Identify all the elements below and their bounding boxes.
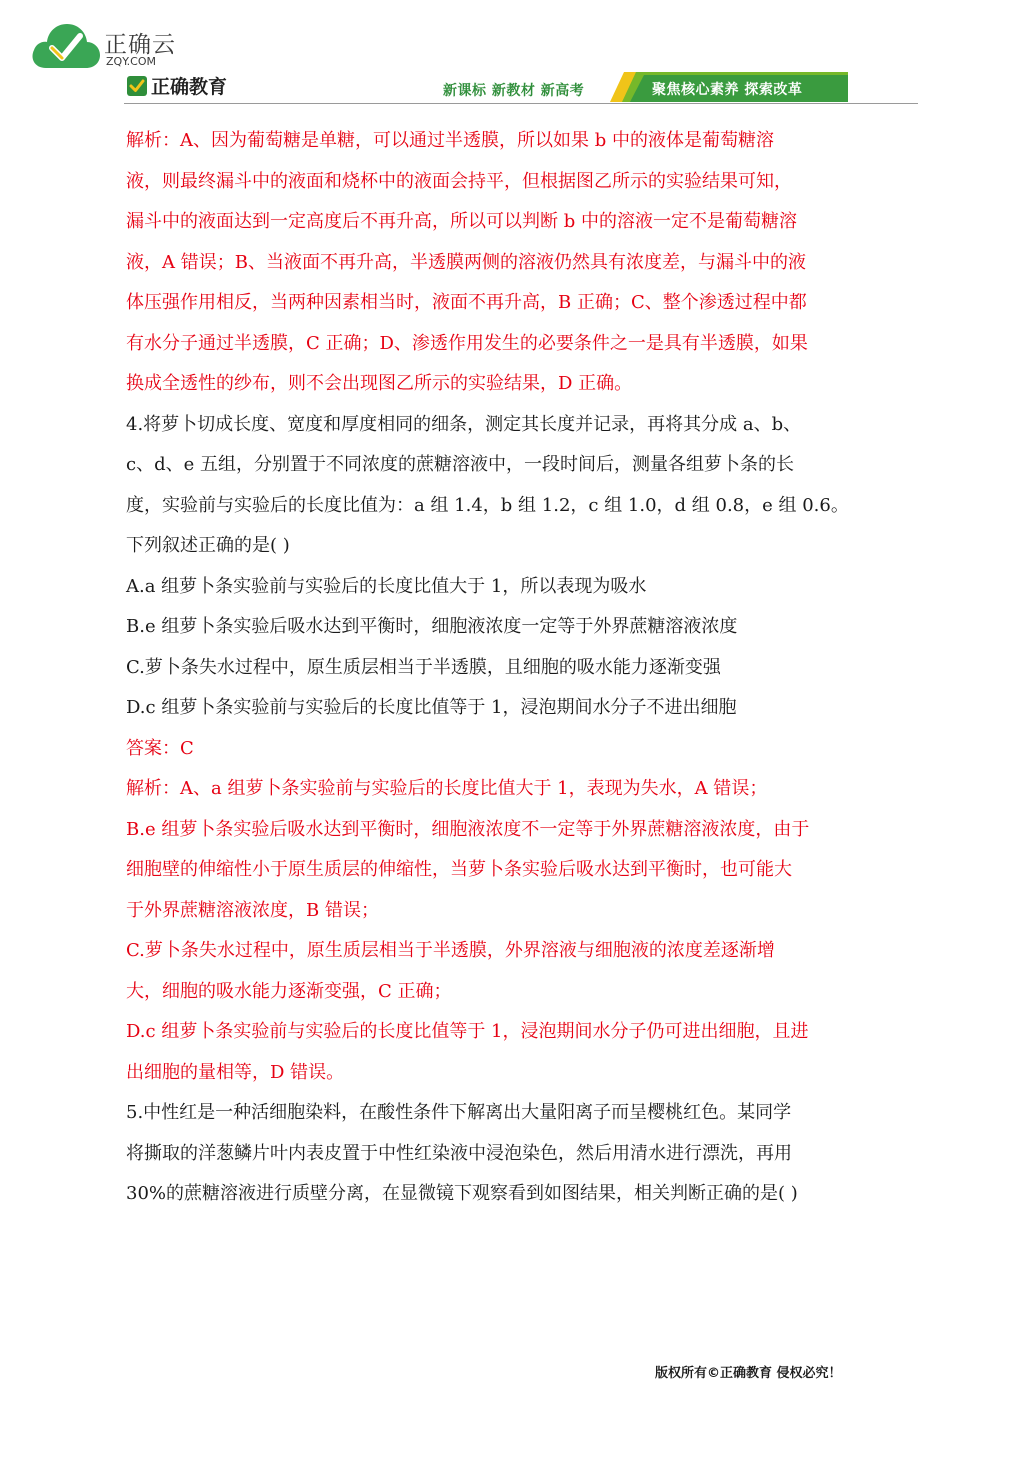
edu-name: 正确教育 <box>151 76 228 98</box>
edu-logo <box>126 72 227 99</box>
analysis-line: 体压强作用相反，当两种因素相当时，液面不再升高，B 正确；C、整个渗透过程中都 <box>126 292 807 313</box>
question-line: D.c 组萝卜条实验前与实验后的长度比值等于 1，浸泡期间水分子不进出细胞 <box>126 697 737 718</box>
analysis-line: 解析：A、因为葡萄糖是单糖，可以通过半透膜，所以如果 b 中的液体是葡萄糖溶 <box>126 130 774 151</box>
question-line: 5.中性红是一种活细胞染料，在酸性条件下解离出大量阳离子而呈樱桃红色。某同学 <box>126 1102 792 1123</box>
analysis-line: 于外界蔗糖溶液浓度，B 错误； <box>126 899 379 921</box>
analysis-line: 漏斗中的液面达到一定高度后不再升高，所以可以判断 b 中的溶液一定不是葡萄糖溶 <box>126 211 797 232</box>
cloud-check-logo-icon <box>28 18 104 72</box>
analysis-line: 液，A 错误；B、当液面不再升高，半透膜两侧的溶液仍然具有浓度差，与漏斗中的液 <box>126 251 806 273</box>
banner-text: 聚焦核心素养 探索改革 <box>652 82 803 98</box>
analysis-line: 解析：A、a 组萝卜条实验前与实验后的长度比值大于 1，表现为失水，A 错误； <box>126 778 768 799</box>
question-line: 下列叙述正确的是( ) <box>126 535 290 556</box>
green-check-icon <box>126 75 148 97</box>
analysis-line: B.e 组萝卜条实验后吸水达到平衡时，细胞液浓度不一定等于外界蔗糖溶液浓度，由于 <box>126 818 810 840</box>
analysis-line: 细胞壁的伸缩性小于原生质层的伸缩性，当萝卜条实验后吸水达到平衡时，也可能大 <box>126 859 792 880</box>
question-line: C.萝卜条失水过程中，原生质层相当于半透膜，且细胞的吸水能力逐渐变强 <box>126 656 721 678</box>
question-line: 度，实验前与实验后的长度比值为：a 组 1.4，b 组 1.2，c 组 1.0，d 组 0.8，e 组 0.6。 <box>126 494 849 516</box>
question-line: 将撕取的洋葱鳞片叶内表皮置于中性红染液中浸泡染色，然后用清水进行漂洗，再用 <box>126 1142 792 1164</box>
question-line: 4.将萝卜切成长度、宽度和厚度相同的细条，测定其长度并记录，再将其分成 a、b、 <box>126 413 802 435</box>
analysis-line: 出细胞的量相等，D 错误。 <box>126 1061 345 1083</box>
analysis-line: C.萝卜条失水过程中，原生质层相当于半透膜，外界溶液与细胞液的浓度差逐渐增 <box>126 940 775 961</box>
copyright-footer: 版权所有©正确教育 侵权必究！ <box>655 1366 842 1381</box>
question-line: c、d、e 五组，分别置于不同浓度的蔗糖溶液中，一段时间后，测量各组萝卜条的长 <box>126 454 794 475</box>
analysis-line: 换成全透性的纱布，则不会出现图乙所示的实验结果，D 正确。 <box>126 373 633 394</box>
question-line: 30%的蔗糖溶液进行质壁分离，在显微镜下观察看到如图结果，相关判断正确的是( ) <box>126 1183 798 1204</box>
analysis-line: D.c 组萝卜条实验前与实验后的长度比值等于 1，浸泡期间水分子仍可进出细胞，且进 <box>126 1021 809 1042</box>
analysis-line: 液，则最终漏斗中的液面和烧杯中的液面会持平，但根据图乙所示的实验结果可知， <box>126 170 792 192</box>
question-line: B.e 组萝卜条实验后吸水达到平衡时，细胞液浓度一定等于外界蔗糖溶液浓度 <box>126 616 738 637</box>
question-line: A.a 组萝卜条实验前与实验后的长度比值大于 1，所以表现为吸水 <box>126 575 647 597</box>
slogan: 新课标 新教材 新高考 <box>443 83 585 99</box>
header-divider <box>124 103 918 104</box>
brand-domain: ZQY.COM <box>106 55 157 68</box>
analysis-line: 大，细胞的吸水能力逐渐变强，C 正确； <box>126 980 452 1002</box>
analysis-line: 答案：C <box>126 737 194 759</box>
brand-name: 正确云 <box>104 32 176 58</box>
analysis-line: 有水分子通过半透膜，C 正确；D、渗透作用发生的必要条件之一是具有半透膜，如果 <box>126 332 808 354</box>
document-body <box>126 121 916 1215</box>
